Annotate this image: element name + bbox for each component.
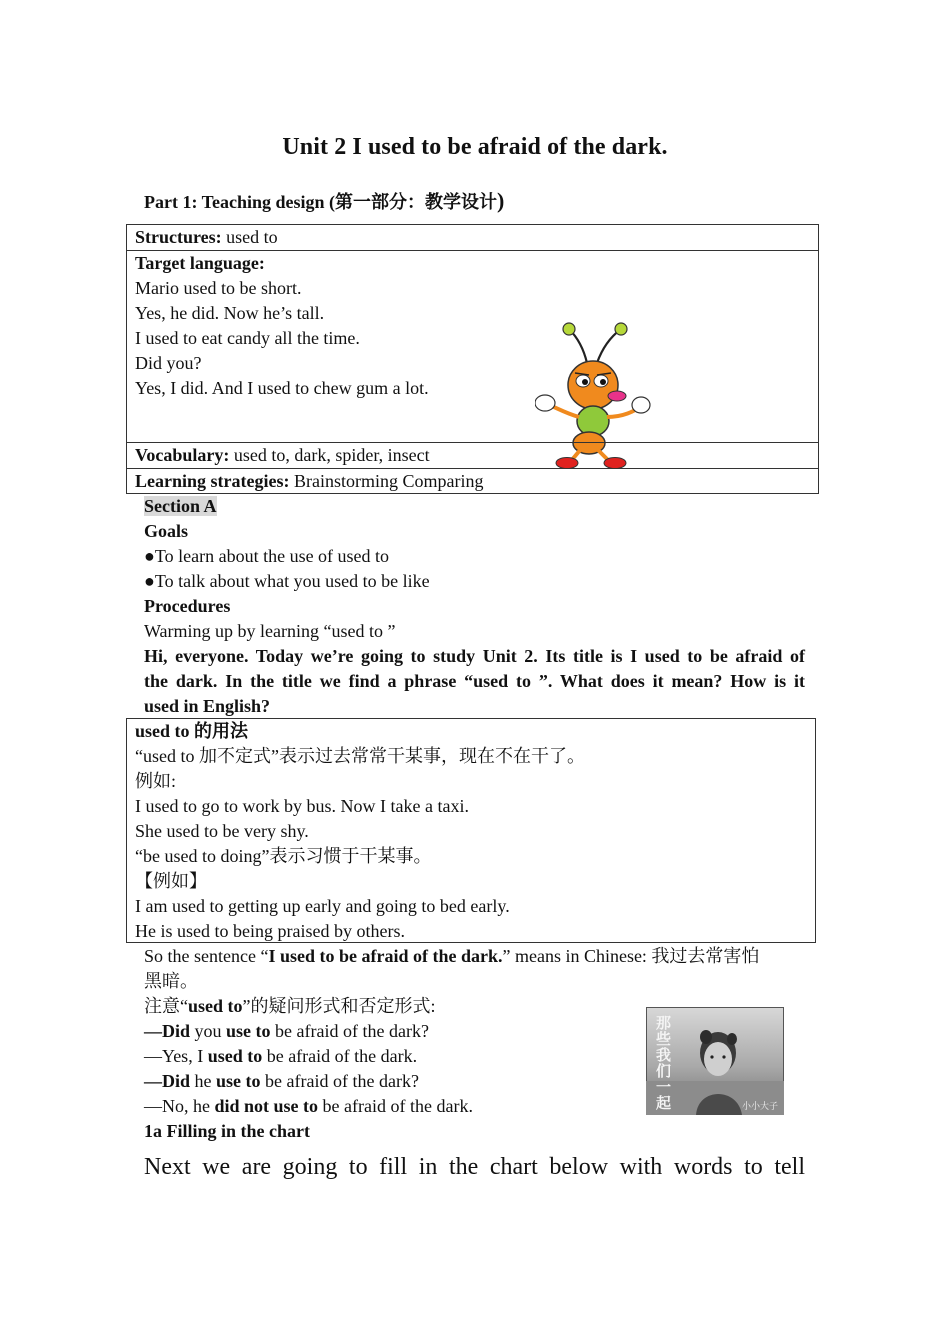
dialogue-line: —No, he did not use to be afraid of the dark.	[144, 1096, 473, 1116]
usage-note-box	[126, 718, 816, 943]
usage-note-line: “used to 加不定式”表示过去常常干某事，现在不在干了。	[135, 746, 585, 766]
part-heading	[144, 188, 504, 214]
part-heading-paren: )	[497, 188, 505, 213]
target-language-row	[127, 250, 818, 442]
usage-note-title: used to 的用法	[135, 721, 249, 741]
structures-value: used to	[221, 227, 278, 247]
usage-note-line: She used to be very shy.	[135, 821, 309, 841]
usage-note-line: 例如:	[135, 771, 177, 791]
photo-caption: 小小大子	[741, 1102, 778, 1112]
target-line: Did you?	[135, 353, 202, 373]
document-title: Unit 2 I used to be afraid of the dark.	[282, 134, 668, 160]
usage-note-line: I am used to getting up early and going to bed early.	[135, 896, 510, 916]
goal-item: ●To talk about what you used to be like	[144, 571, 430, 591]
section-title: Section A	[144, 496, 217, 516]
note-line: 注意“used to”的疑问形式和否定形式:	[144, 996, 436, 1016]
goals-label: Goals	[144, 521, 189, 541]
usage-note-line: “be used to doing”表示习惯于干某事。	[135, 846, 432, 866]
dialogue-line: —Yes, I used to be afraid of the dark.	[144, 1046, 418, 1066]
meaning-line: So the sentence “I used to be afraid of the dark.” means in Chinese: 我过去常害怕	[144, 946, 760, 966]
structures-row	[127, 225, 818, 250]
target-line: Yes, he did. Now he’s tall.	[135, 303, 325, 323]
girl-photo	[646, 1007, 784, 1115]
meaning-line-2: 黑暗。	[144, 971, 198, 991]
procedures-label: Procedures	[144, 596, 231, 616]
target-language-label: Target language:	[135, 253, 265, 273]
target-line: I used to eat candy all the time.	[135, 328, 360, 348]
dialogue-line: —Did you use to be afraid of the dark?	[144, 1021, 429, 1041]
intro-line: Hi, everyone. Today we’re going to study Unit 2. Its title is I used to be afraid of	[144, 646, 805, 666]
warmup-text: Warming up by learning “used to ”	[144, 621, 396, 641]
goal-item: ●To learn about the use of used to	[144, 546, 390, 566]
exercise-heading: 1a Filling in the chart	[144, 1121, 310, 1141]
part-heading-text: Part 1: Teaching design (第一部分：教学设计	[144, 192, 498, 212]
structures-label: Structures:	[135, 227, 222, 247]
photo-vertical-text: 那些我们一起	[656, 1014, 672, 1112]
intro-line: used in English?	[144, 696, 271, 716]
meaning-sentence: I used to be afraid of the dark.	[268, 946, 503, 966]
strategies-row	[127, 468, 818, 494]
vocabulary-value: used to, dark, spider, insect	[229, 445, 430, 465]
vocabulary-row	[127, 442, 818, 468]
closing-line: Next we are going to fill in the chart below with words to tell	[144, 1154, 805, 1180]
target-line: Yes, I did. And I used to chew gum a lot.	[135, 378, 429, 398]
strategies-label: Learning strategies:	[135, 471, 290, 491]
target-line: Mario used to be short.	[135, 278, 302, 298]
usage-note-line: 【例如】	[135, 871, 207, 891]
strategies-value: Brainstorming Comparing	[289, 471, 484, 491]
dialogue-line: —Did he use to be afraid of the dark?	[144, 1071, 419, 1091]
usage-note-line: He is used to being praised by others.	[135, 921, 405, 941]
vocabulary-label: Vocabulary:	[135, 445, 230, 465]
intro-line: the dark. In the title we find a phrase “used to ”. What does it mean? How is it	[144, 671, 805, 691]
lesson-overview-table	[126, 224, 819, 494]
usage-note-line: I used to go to work by bus. Now I take a taxi.	[135, 796, 469, 816]
